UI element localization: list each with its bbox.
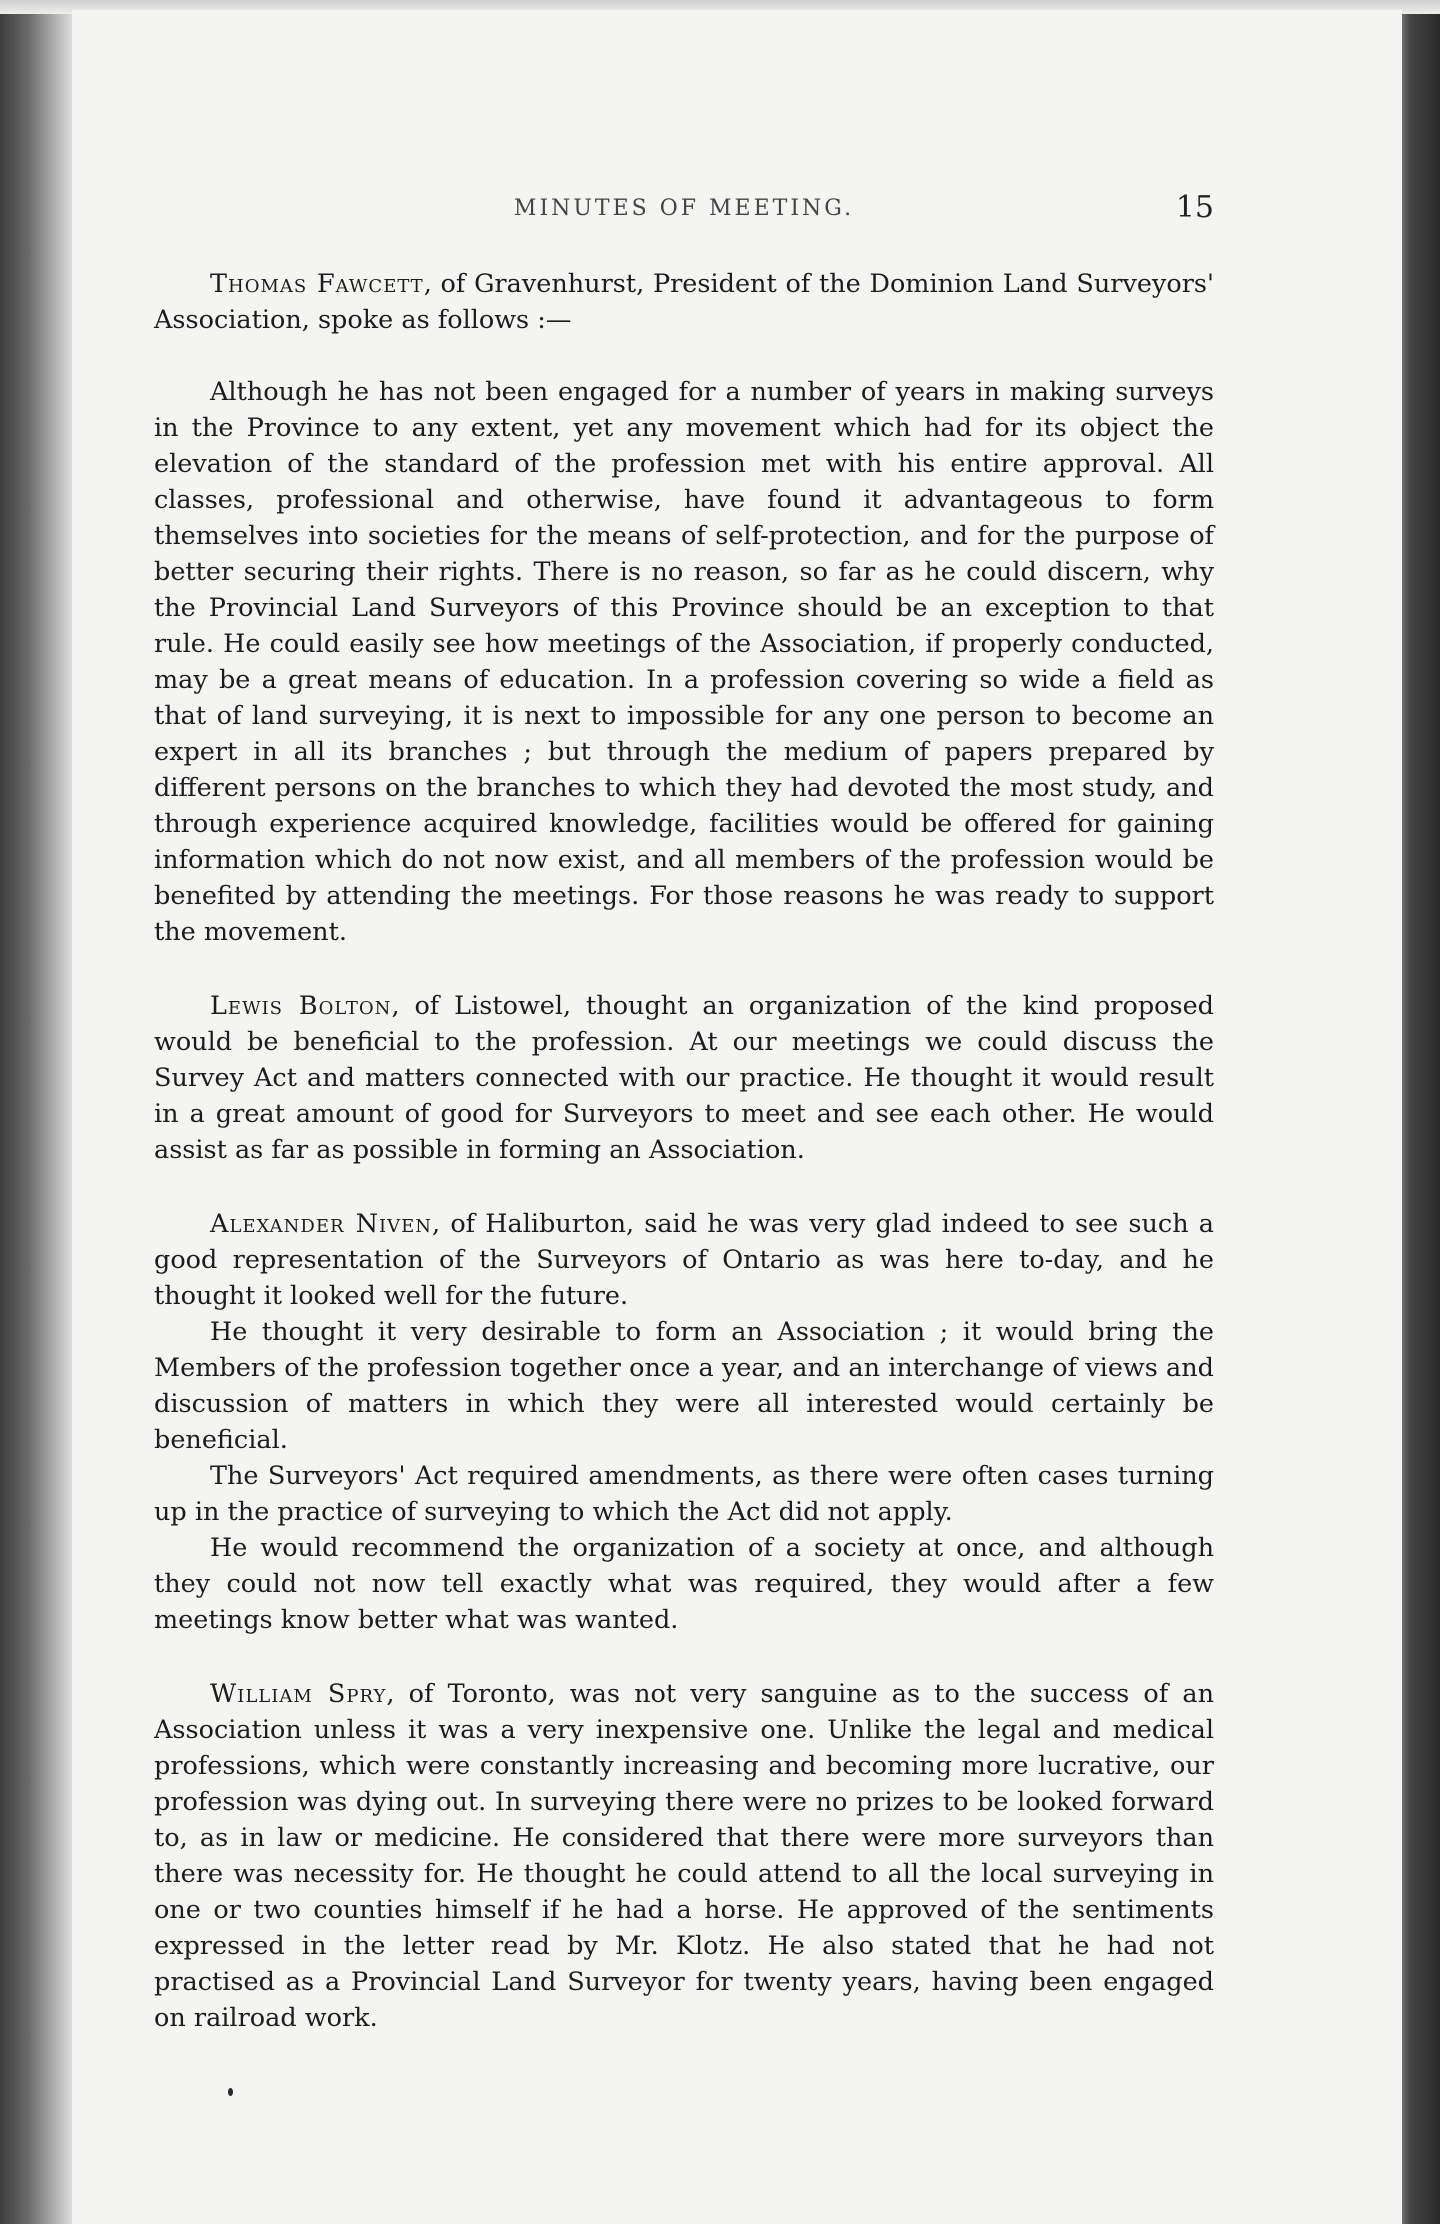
paragraph-text: , of Listowel, thought an organization of the kind proposed would be beneficial to the profession. At our meetings we could discuss the Survey Act and matters connected with our practice. He thought it would result in a great amount of good for Surveyors to meet and see each other. He would assist as far as possible in forming an Association. bbox=[154, 991, 1214, 1165]
paragraph-text: , of Toronto, was not very sanguine as to the success of an Association unless it was a very inexpensive one. Unlike the legal and medical professions, which were constantly increasing and becoming more lucrative, our profession was dying out. In surveying there were no prizes to be looked forward to, as in law or medicine. He considered that there were more surveyors than there was necessity for. He thought he could attend to all the local surveying in one or two counties himself if he had a horse. He approved of the sentiments expressed in the letter read by Mr. Klotz. He also stated that he had not practised as a Provincial Land Surveyor for twenty years, having been engaged on railroad work. bbox=[154, 1679, 1214, 2033]
paragraph-niven-4 bbox=[154, 1530, 1214, 1638]
speaker-name: Lewis Bolton bbox=[210, 991, 392, 1021]
book-right-edge bbox=[1400, 0, 1440, 2224]
page-number: 15 bbox=[1175, 190, 1214, 225]
paragraph-text: He would recommend the organization of a society at once, and although they could not now tell exactly what was required, they would after a few meetings know better what was wanted. bbox=[154, 1533, 1214, 1635]
paragraph-niven bbox=[154, 1206, 1214, 1314]
paragraph-niven-3 bbox=[154, 1458, 1214, 1530]
speaker-name: Alexander Niven bbox=[210, 1209, 433, 1239]
running-header bbox=[154, 188, 1214, 238]
book-page bbox=[72, 10, 1402, 2224]
paragraph-fawcett-speech bbox=[154, 374, 1214, 950]
paragraph-text: The Surveyors' Act required amendments, as there were often cases turning up in the practice of surveying to which the Act did not apply. bbox=[154, 1461, 1214, 1527]
ink-speck bbox=[228, 2088, 233, 2096]
paragraph-fawcett-intro bbox=[154, 266, 1214, 338]
speaker-name: Thomas Fawcett bbox=[210, 269, 424, 299]
paragraph-text: He thought it very desirable to form an Association ; it would bring the Members of the profession together once a year, and an interchange of views and discussion of matters in which they were all interested would certainly be beneficial. bbox=[154, 1317, 1214, 1455]
book-binding-gutter bbox=[0, 0, 72, 2224]
speaker-name: William Spry bbox=[210, 1679, 387, 1709]
paragraph-text: , of Haliburton, said he was very glad indeed to see such a good representation of the Surveyors of Ontario as was here to-day, and he thought it looked well for the future. bbox=[154, 1209, 1214, 1311]
paragraph-text: , of Gravenhurst, President of the Dominion Land Surveyors' Association, spoke as follows :— bbox=[154, 269, 1214, 335]
running-title: MINUTES OF MEETING. bbox=[513, 196, 855, 221]
paragraph-niven-2 bbox=[154, 1314, 1214, 1458]
paragraph-bolton bbox=[154, 988, 1214, 1168]
paragraph-spry bbox=[154, 1676, 1214, 2036]
page-content bbox=[154, 188, 1214, 2036]
paragraph-text: Although he has not been engaged for a number of years in making surveys in the Province to any extent, yet any movement which had for its object the elevation of the standard of the profession met with his entire approval. All classes, professional and otherwise, have found it advantageous to form themselves into societies for the means of self-protection, and for the purpose of better securing their rights. There is no reason, so far as he could discern, why the Provincial Land Surveyors of this Province should be an exception to that rule. He could easily see how meetings of the Association, if properly conducted, may be a great means of education. In a profession covering so wide a field as that of land surveying, it is next to impossible for any one person to become an expert in all its branches ; but through the medium of papers prepared by different persons on the branches to which they had devoted the most study, and through experience acquired knowledge, facilities would be offered for gaining information which do not now exist, and all members of the profession would be benefited by attending the meetings. For those reasons he was ready to support the movement. bbox=[154, 377, 1214, 947]
